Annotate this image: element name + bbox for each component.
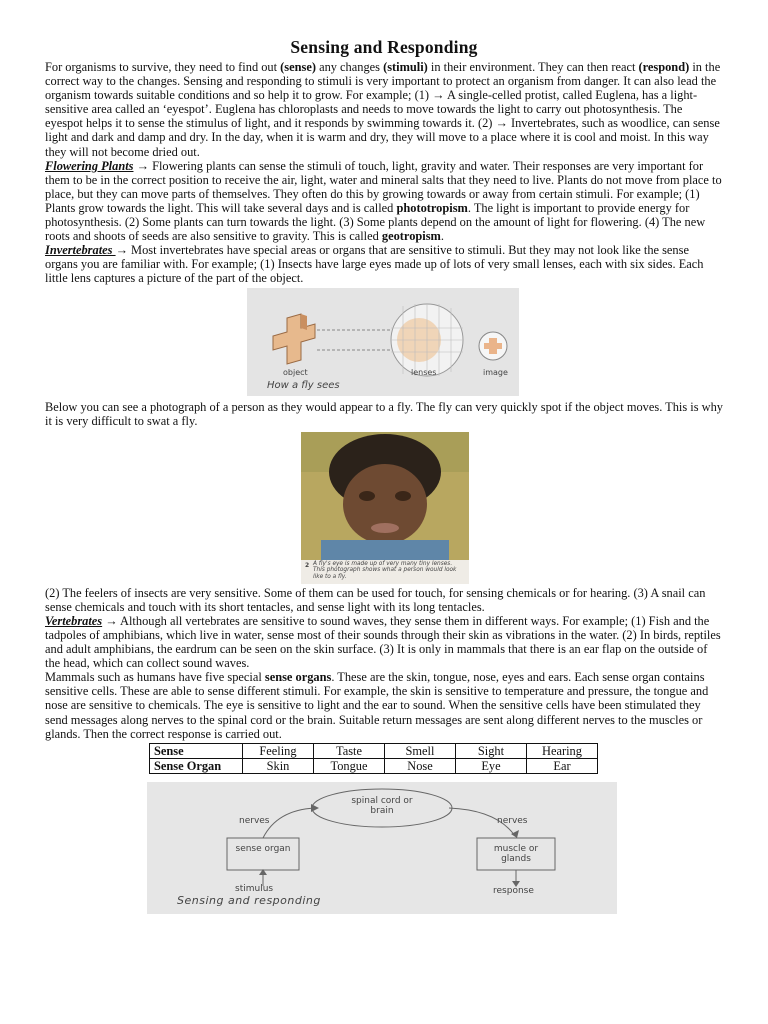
label-image: image — [483, 367, 508, 377]
nerves-right-label: nerves — [497, 815, 528, 826]
figure2-caption: A fly's eye is made up of very many tiny lenses. This photograph shows what a person would look like to a fly. — [313, 560, 457, 581]
nerves-left-label: nerves — [239, 815, 270, 826]
intro-paragraph: For organisms to survive, they need to find out (sense) any changes (stimuli) in their environment. They can then react (respond) in the correct way to the changes. Sensing and responding to stimuli is very important to protect an organism from danger. It can also lead the organism towards suitable conditions and so help it to grow. For example; (1) → A single-celled protist, called Euglena, has a light-sensitive area called an ‘eyespot’. Euglena has chloroplasts and needs to move towards the light to carry out photosynthesis. The eyespot helps it to sense the stimulus of light, and it responds by swimming towards it. (2) → Invertebrates, such as woodlice, can sense light and dark and damp and dry. In the day, when it is warm and dry, they will move to a place where it is cool and moist. In this way they will not become dried out. — [45, 60, 721, 159]
object-cross-icon — [273, 314, 315, 364]
document-page — [45, 36, 723, 914]
label-lenses: lenses — [411, 367, 437, 377]
figure1-caption: How a fly sees — [267, 379, 340, 391]
image-icon — [479, 332, 507, 360]
fly-vision-figure — [247, 288, 519, 396]
sensing-responding-diagram — [147, 782, 617, 914]
vertebrates-heading: Vertebrates — [45, 613, 103, 628]
diagram-caption: Sensing and responding — [177, 893, 321, 907]
spinal-cord-label: spinal cord or brain — [351, 795, 413, 816]
table-cell: Skin — [243, 758, 314, 773]
fly-eye-photo-figure — [301, 432, 469, 584]
table-cell: Taste — [314, 743, 385, 758]
sense-organ-label: sense organ — [235, 843, 291, 854]
feelers-paragraph: (2) The feelers of insects are very sensitive. Some of them can be used for touch, for sensing chemicals or for hearing. (3) A snail can sense chemicals and touch with its short tentacles, and sense light with its long tentacles. — [45, 585, 706, 614]
muscle-glands-label: muscle or glands — [493, 843, 539, 864]
table-header-sense: Sense — [150, 743, 243, 758]
table-cell: Sight — [456, 743, 527, 758]
table-cell: Tongue — [314, 758, 385, 773]
table-row — [150, 743, 598, 758]
table-cell: Ear — [527, 758, 598, 773]
figure2-caption-number: 2 — [305, 561, 310, 569]
table-cell: Eye — [456, 758, 527, 773]
response-label: response — [493, 885, 534, 896]
table-cell: Hearing — [527, 743, 598, 758]
stimulus-label: stimulus — [235, 883, 274, 894]
vertebrates-paragraph: Vertebrates → Although all vertebrates are sensitive to sound waves, they sense them in different ways. For example; (1) Fish and the tadpoles of amphibians, which live in water, sense most of their sounds through their skin as vibrations in the water. (2) In birds, reptiles and adult amphibians, the eardrum can be seen on the skin surface. (3) It is only in mammals that there is an ear flap on the outside of the head, which can collect sound waves. — [45, 613, 721, 671]
table-cell: Feeling — [243, 743, 314, 758]
photo-paragraph: Below you can see a photograph of a person as they would appear to a fly. The fly can very quickly spot if the object moves. This is why it is very difficult to swat a fly. — [45, 399, 723, 428]
table-header-sense-organ: Sense Organ — [150, 758, 243, 773]
invertebrates-heading: Invertebrates — [45, 243, 116, 258]
plants-paragraph: Flowering Plants → Flowering plants can sense the stimuli of touch, light, gravity and water. Their responses are very important for them to be in the correct position to receive the air, light, water and mineral salts that they need to live. Plants do not move from place to place, but they can move parts of themselves. They often do this by growing towards or away from certain stimuli. For example; (1) Plants grow towards the light. This will take several days and is called phototropism. The light is important to provide energy for photosynthesis. (2) Some plants can turn towards the light. (3) Some plants depend on the amount of light for flowering. (4) The new roots and shoots of seeds are also sensitive to gravity. This is called geotropism. — [45, 158, 722, 244]
table-row — [150, 758, 598, 773]
compound-eye-icon — [391, 304, 463, 376]
plants-heading: Flowering Plants — [45, 158, 134, 173]
label-object: object — [283, 367, 308, 377]
table-cell: Smell — [385, 743, 456, 758]
mammals-paragraph: Mammals such as humans have five special sense organs. These are the skin, tongue, nose, eyes and ears. Each sense organ contains sensitive cells. These are able to sense different stimuli. For example, the skin is sensitive to temperature and pressure, the tongue and nose are sensitive to chemicals. The eye is sensitive to light and the ear to sound. When the sensitive cells have been stimulated they send messages along nerves to the spinal cord or the brain. Suitable return messages are sent along different nerves to the muscles or glands. Then the correct response is carried out. — [45, 670, 709, 741]
page-title: Sensing and Responding — [290, 37, 478, 57]
sense-organ-table — [149, 743, 598, 774]
invertebrates-paragraph: Invertebrates → Most invertebrates have special areas or organs that are sensitive to stimuli. But they may not look like the sense organs you are familiar with. For example; (1) Insects have large eyes made up of lots of very small lenses, each with six sides. Each little lens captures a picture of the part of the object. — [45, 243, 704, 286]
table-cell: Nose — [385, 758, 456, 773]
